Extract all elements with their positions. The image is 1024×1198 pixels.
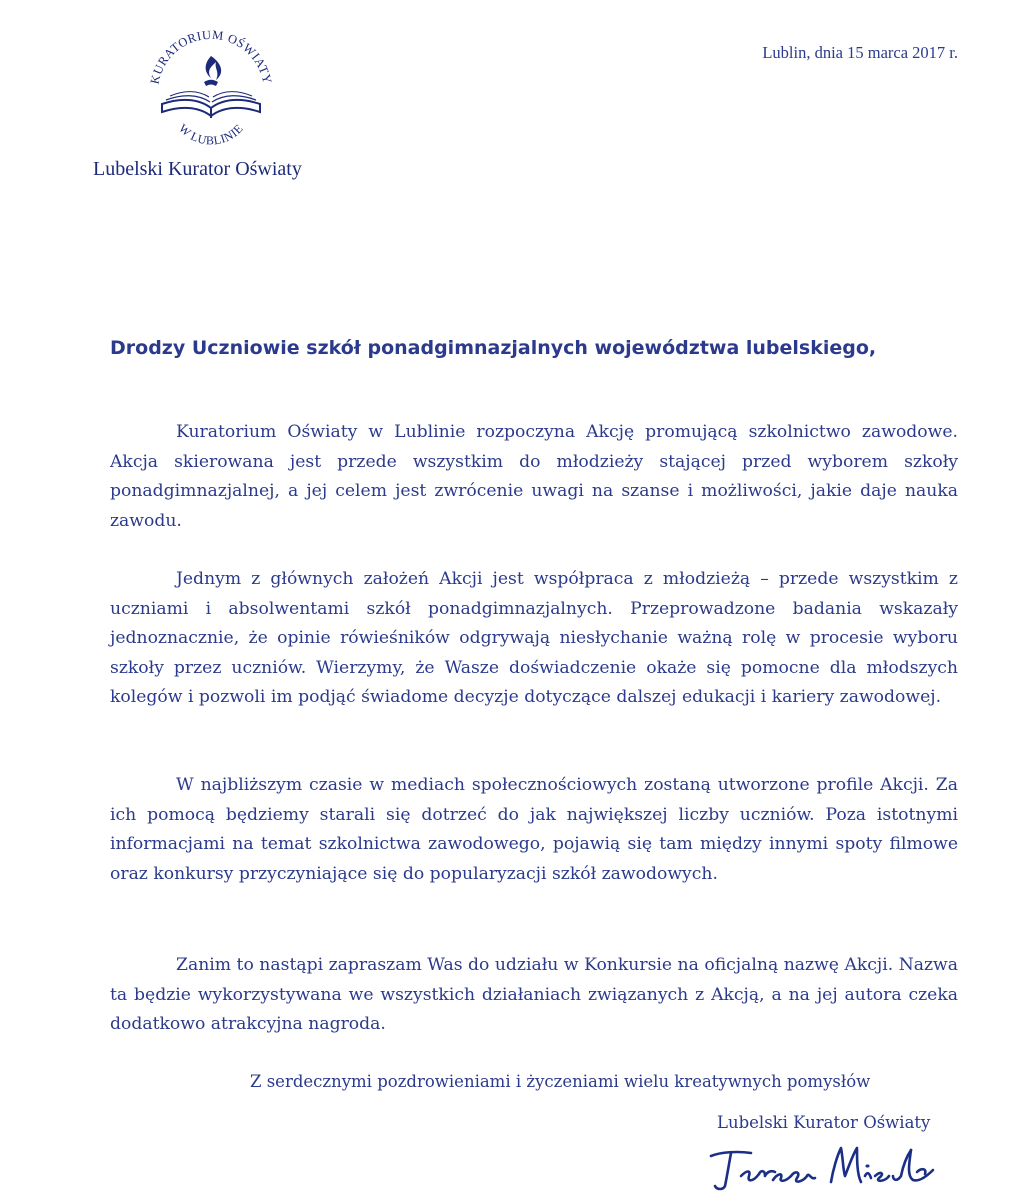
organization-name: Lubelski Kurator Oświaty (93, 158, 302, 180)
book-with-flame-icon (140, 26, 282, 154)
paragraph-4: Zanim to nastąpi zapraszam Was do udziału w Konkursie na oficjalną nazwę Akcji. Nazwa ta będzie wykorzystywana we wszystkich działaniach związanych z Akcją, a na jej autora czeka dodatkowo atrakcyjna nagroda. (110, 955, 958, 1034)
letter-date: Lublin, dnia 15 marca 2017 r. (762, 43, 958, 62)
salutation-heading: Drodzy Uczniowie szkół ponadgimnazjalnych województwa lubelskiego, (110, 337, 877, 359)
paragraph-2: Jednym z głównych założeń Akcji jest współpraca z młodzieżą – przede wszystkim z uczniami i absolwentami szkół ponadgimnazjalnych. Przeprowadzone badania wskazały jednoznacznie, że opinie rówieśników odgrywają niesłychanie ważną rolę w procesie wyboru szkoły przez uczniów. Wierzymy, że Wasze doświadczenie okaże się pomocne dla młodszych kolegów i pozwoli im podjąć świadome decyzje dotyczące dalszej edukacji i kariery zawodowej. (110, 569, 958, 707)
handwritten-signature (707, 1136, 937, 1192)
signer-title: Lubelski Kurator Oświaty (717, 1113, 931, 1132)
kuratorium-logo (140, 26, 282, 154)
logo-top-text: KURATORIUM OŚWIATY (147, 27, 275, 86)
logo-bottom-text: W LUBLINIE (176, 121, 246, 148)
paragraph-1: Kuratorium Oświaty w Lublinie rozpoczyna Akcję promującą szkolnictwo zawodowe. Akcja skierowana jest przede wszystkim do młodzieży stającej przed wyborem szkoły ponadgimnazjalnej, a jej celem jest zwrócenie uwagi na szanse i możliwości, jakie daje nauka zawodu. (110, 422, 958, 531)
svg-text:W LUBLINIE (176, 121, 246, 147)
closing-line: Z serdecznymi pozdrowieniami i życzeniami wielu kreatywnych pomysłów (250, 1072, 871, 1091)
paragraph-3: W najbliższym czasie w mediach społecznościowych zostaną utworzone profile Akcji. Za ich pomocą będziemy starali się dotrzeć do jak największej liczby uczniów. Poza istotnymi informacjami na temat szkolnictwa zawodowego, pojawią się tam między innymi spoty filmowe oraz konkursy przyczyniające się do popularyzacji szkół zawodowych. (110, 775, 958, 884)
signature-image (707, 1136, 937, 1192)
